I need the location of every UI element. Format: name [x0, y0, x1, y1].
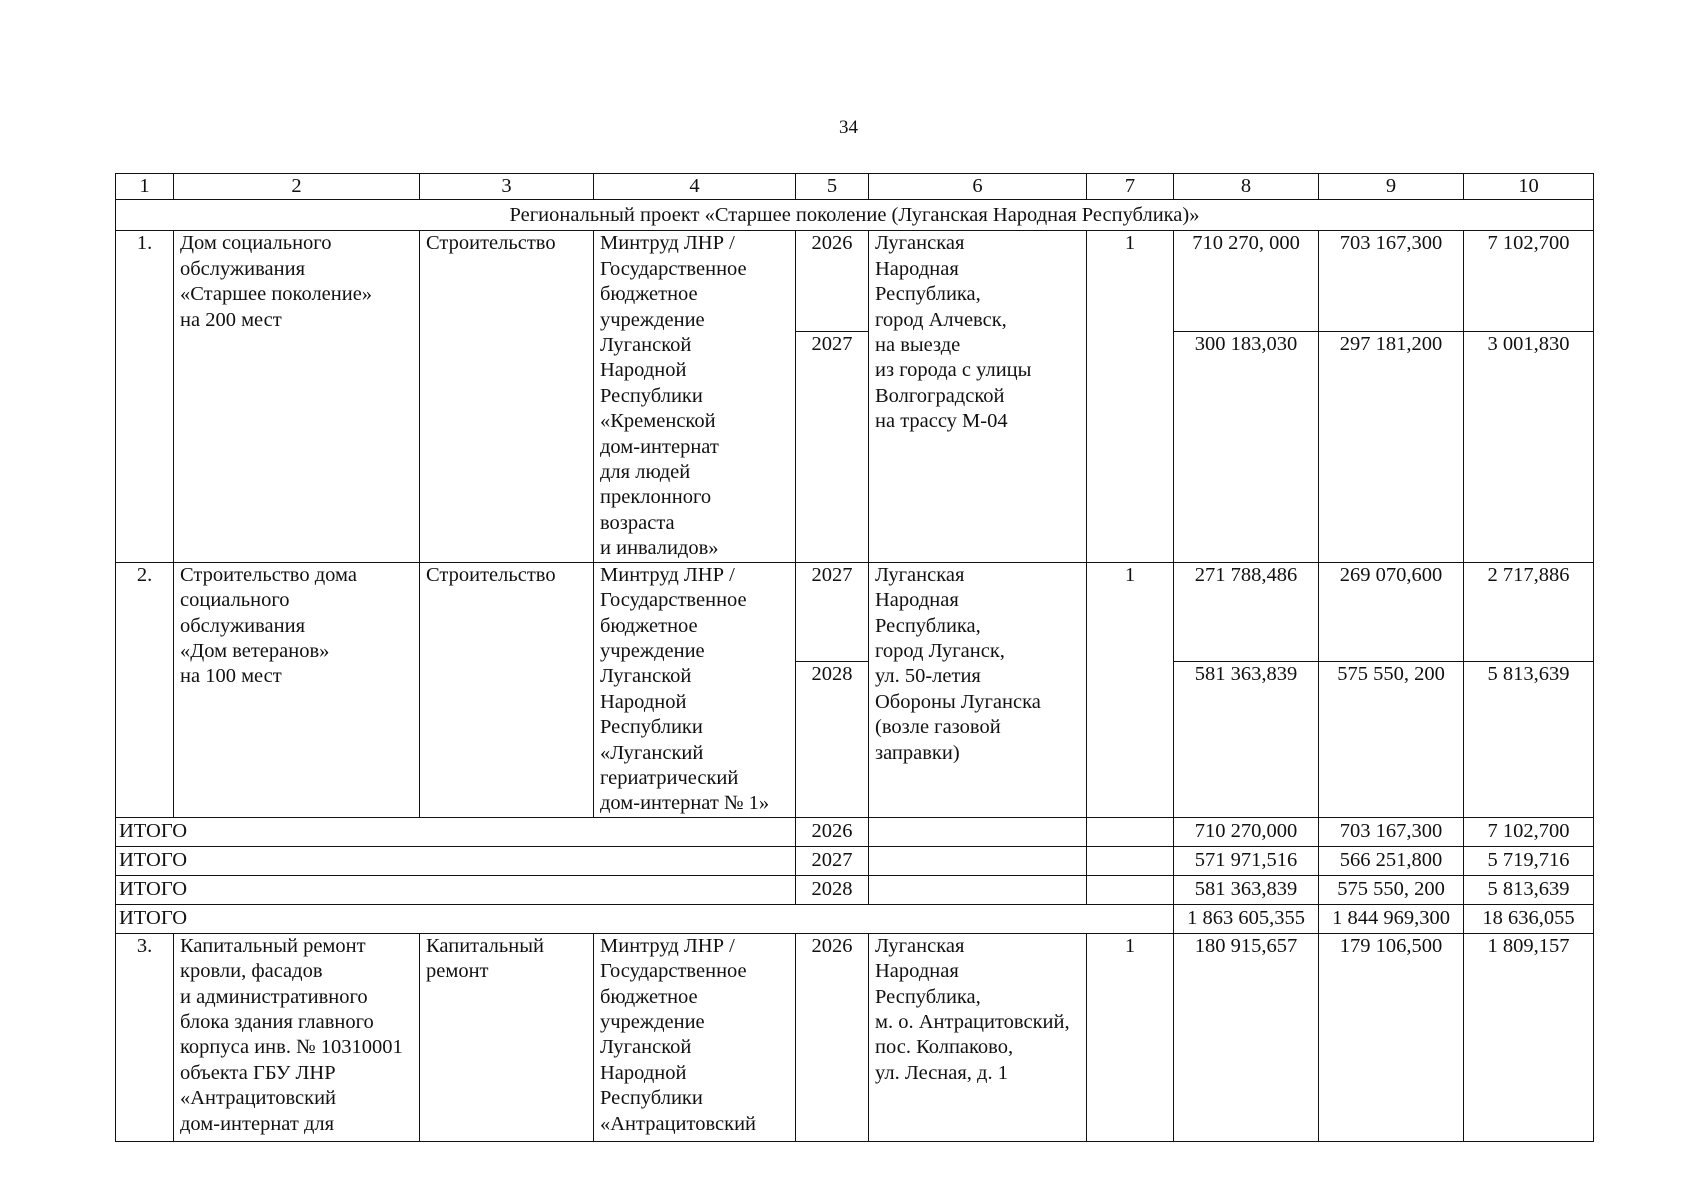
column-header: 6 [869, 174, 1087, 200]
federal-amount: 575 550, 200 [1319, 875, 1464, 904]
federal-amount: 179 106,500 [1319, 933, 1464, 1141]
regional-amount: 5 813,639 [1464, 661, 1594, 817]
section-title: Региональный проект «Старшее поколение (Луганская Народная Республика)» [116, 200, 1594, 231]
regional-amount: 5 813,639 [1464, 875, 1594, 904]
table-row [116, 231, 1594, 332]
table-row [116, 933, 1594, 1141]
federal-amount: 1 844 969,300 [1319, 904, 1464, 933]
total-amount: 180 915,657 [1174, 933, 1319, 1141]
year-cell: 2028 [796, 661, 869, 817]
empty-cell [869, 875, 1087, 904]
regional-amount: 5 719,716 [1464, 846, 1594, 875]
empty-cell [869, 846, 1087, 875]
empty-cell [869, 817, 1087, 846]
work-type: Строительство [420, 562, 594, 817]
regional-amount: 1 809,157 [1464, 933, 1594, 1141]
customer: Минтруд ЛНР / Государственное бюджетное учреждение Луганской Народной Республики «Антрацитовский [594, 933, 796, 1141]
work-type: Строительство [420, 231, 594, 562]
total-amount: 710 270, 000 [1174, 231, 1319, 332]
column-header: 3 [420, 174, 594, 200]
year-cell: 2027 [796, 846, 869, 875]
customer: Минтруд ЛНР / Государственное бюджетное учреждение Луганской Народной Республики «Луганский гериатрический дом-интернат № 1» [594, 562, 796, 817]
year-cell: 2028 [796, 875, 869, 904]
column-header: 9 [1319, 174, 1464, 200]
total-label: ИТОГО [116, 904, 1174, 933]
column-header: 8 [1174, 174, 1319, 200]
object-count: 1 [1087, 933, 1174, 1141]
regional-amount: 2 717,886 [1464, 562, 1594, 661]
year-cell: 2027 [796, 562, 869, 661]
total-amount: 300 183,030 [1174, 332, 1319, 563]
federal-amount: 703 167,300 [1319, 817, 1464, 846]
empty-cell [1087, 875, 1174, 904]
federal-amount: 566 251,800 [1319, 846, 1464, 875]
page-number: 34 [839, 117, 858, 138]
regional-amount: 7 102,700 [1464, 817, 1594, 846]
table-row [116, 562, 1594, 661]
total-label: ИТОГО [116, 846, 796, 875]
object-count: 1 [1087, 562, 1174, 817]
year-cell: 2027 [796, 332, 869, 563]
empty-cell [1087, 817, 1174, 846]
column-header: 1 [116, 174, 174, 200]
object-count: 1 [1087, 231, 1174, 562]
grand-total-row [116, 904, 1594, 933]
row-number: 2. [116, 562, 174, 817]
column-header: 10 [1464, 174, 1594, 200]
row-number: 1. [116, 231, 174, 562]
column-header: 5 [796, 174, 869, 200]
total-row [116, 817, 1594, 846]
customer: Минтруд ЛНР / Государственное бюджетное учреждение Луганской Народной Республики «Кременской дом-интернат для людей преклонного возраста и инвалидов» [594, 231, 796, 562]
total-amount: 1 863 605,355 [1174, 904, 1319, 933]
total-row [116, 875, 1594, 904]
empty-cell [1087, 846, 1174, 875]
location: Луганская Народная Республика, город Луганск, ул. 50-летия Обороны Луганска (возле газовой заправки) [869, 562, 1087, 817]
total-amount: 581 363,839 [1174, 661, 1319, 817]
federal-amount: 703 167,300 [1319, 231, 1464, 332]
year-cell: 2026 [796, 231, 869, 332]
total-label: ИТОГО [116, 875, 796, 904]
total-label: ИТОГО [116, 817, 796, 846]
regional-amount: 7 102,700 [1464, 231, 1594, 332]
work-type: Капитальный ремонт [420, 933, 594, 1141]
column-number-row [116, 174, 1594, 200]
column-header: 4 [594, 174, 796, 200]
object-name: Дом социального обслуживания «Старшее поколение» на 200 мест [174, 231, 420, 562]
column-header: 2 [174, 174, 420, 200]
column-header: 7 [1087, 174, 1174, 200]
federal-amount: 297 181,200 [1319, 332, 1464, 563]
total-amount: 710 270,000 [1174, 817, 1319, 846]
investment-table [115, 173, 1594, 1142]
year-cell: 2026 [796, 933, 869, 1141]
location: Луганская Народная Республика, м. о. Антрацитовский, пос. Колпаково, ул. Лесная, д. 1 [869, 933, 1087, 1141]
federal-amount: 575 550, 200 [1319, 661, 1464, 817]
federal-amount: 269 070,600 [1319, 562, 1464, 661]
regional-amount: 18 636,055 [1464, 904, 1594, 933]
section-row [116, 200, 1594, 231]
year-cell: 2026 [796, 817, 869, 846]
object-name: Капитальный ремонт кровли, фасадов и административного блока здания главного корпуса инв. № 10310001 объекта ГБУ ЛНР «Антрацитовский дом-интернат для [174, 933, 420, 1141]
regional-amount: 3 001,830 [1464, 332, 1594, 563]
total-amount: 581 363,839 [1174, 875, 1319, 904]
total-row [116, 846, 1594, 875]
location: Луганская Народная Республика, город Алчевск, на выезде из города с улицы Волгоградской на трассу М-04 [869, 231, 1087, 562]
row-number: 3. [116, 933, 174, 1141]
object-name: Строительство дома социального обслуживания «Дом ветеранов» на 100 мест [174, 562, 420, 817]
total-amount: 571 971,516 [1174, 846, 1319, 875]
total-amount: 271 788,486 [1174, 562, 1319, 661]
